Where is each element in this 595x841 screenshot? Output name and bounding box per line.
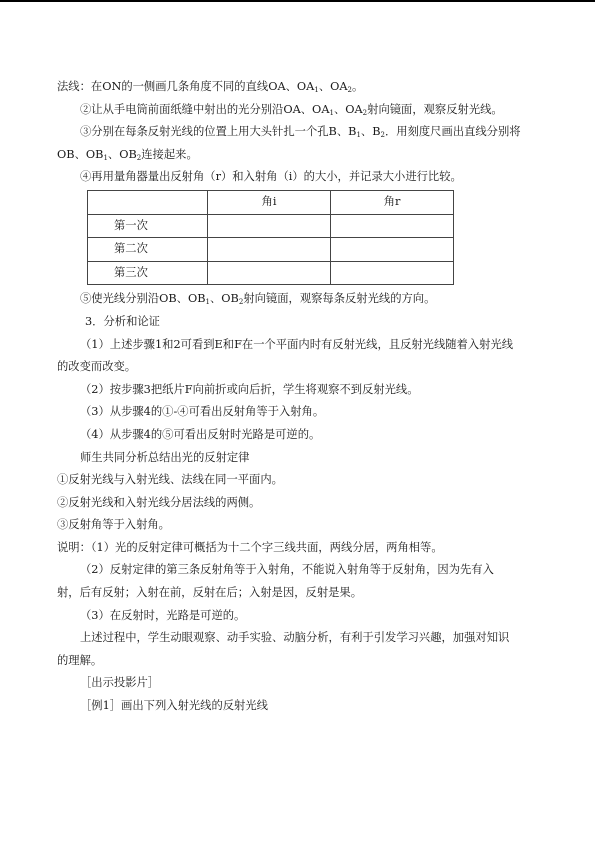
table-cell bbox=[331, 214, 454, 238]
table-row bbox=[88, 261, 454, 285]
angle-table bbox=[87, 190, 454, 285]
analysis-paragraph-2: （2）按步骤3把纸片F向前折或向后折，学生将观察不到反射光线。 bbox=[80, 382, 419, 396]
step-5: ⑤使光线分别沿OB、$OB_1$、$OB_2$射向镜面，观察每条反射光线的方向。 bbox=[80, 292, 436, 307]
table-cell bbox=[331, 238, 454, 262]
note-2-continued: 射，后有反射；入射在前，反射在后；入射是因，反射是果。 bbox=[57, 586, 363, 600]
table-header-row bbox=[88, 190, 454, 214]
analysis-paragraph-1-continued: 的改变而改变。 bbox=[57, 360, 137, 374]
note-2: （2）反射定律的第三条反射角等于入射角，不能说入射角等于反射角，因为先有入 bbox=[80, 563, 494, 577]
law-item: ②反射光线和入射光线分居法线的两侧。 bbox=[57, 495, 261, 509]
table-cell bbox=[331, 261, 454, 285]
analysis-paragraph-3: （3）从步骤4的①-④可看出反射角等于入射角。 bbox=[80, 405, 325, 419]
steps-line1: 法线：在ON的一侧画几条角度不同的直线OA、$OA_1$、$OA_2$。 bbox=[57, 80, 364, 94]
table-row bbox=[88, 214, 454, 238]
note-1: 说明：（1）光的反射定律可概括为十二个字三线共面，两线分居，两角相等。 bbox=[57, 540, 443, 554]
law-item: ①反射光线与入射光线、法线在同一平面内。 bbox=[57, 473, 283, 487]
summary-paragraph: 上述过程中，学生动眼观察、动手实验、动脑分析，有利于引发学习兴趣，加强对知识 bbox=[80, 631, 510, 645]
analysis-heading: 3．分析和论证 bbox=[85, 314, 160, 328]
summary-paragraph-continued: 的理解。 bbox=[57, 653, 103, 667]
header-rule bbox=[0, 0, 595, 2]
analysis-paragraph-1: （1）上述步骤1和2可看到E和F在一个平面内时有反射光线，且反射光线随着入射光线 bbox=[80, 337, 514, 351]
table-header-cell: 角r bbox=[331, 190, 454, 214]
law-item: ③反射角等于入射角。 bbox=[57, 518, 170, 532]
table-row bbox=[88, 238, 454, 262]
note-3: （3）在反射时，光路是可逆的。 bbox=[80, 608, 246, 622]
table-cell: 第二次 bbox=[88, 238, 208, 262]
slides-label: ［出示投影片］ bbox=[80, 676, 160, 690]
document-body bbox=[57, 76, 542, 718]
table-cell: 第三次 bbox=[88, 261, 208, 285]
example-heading: ［例1］画出下列入射光线的反射光线 bbox=[80, 699, 268, 713]
table-cell: 第一次 bbox=[88, 214, 208, 238]
law-intro: 师生共同分析总结出光的反射定律 bbox=[80, 450, 250, 464]
step-3: ③分别在每条反射光线的位置上用大头针扎一个孔B、$B_1$、$B_2$．用刻度尺画出直线分别将 bbox=[80, 125, 521, 140]
step-2: ②让从手电筒前面纸缝中射出的光分别沿OA、$OA_1$、$OA_2$射向镜面，观察反射光线。 bbox=[80, 102, 503, 117]
table-header-cell: 角i bbox=[208, 190, 331, 214]
step-3-continued: OB、$OB_1$、$OB_2$连接起来。 bbox=[57, 147, 198, 162]
table-cell bbox=[208, 238, 331, 262]
table-cell bbox=[208, 214, 331, 238]
table-header-cell bbox=[88, 190, 208, 214]
step-4: ④再用量角器量出反射角（r）和入射角（i）的大小，并记录大小进行比较。 bbox=[80, 170, 462, 184]
analysis-paragraph-4: （4）从步骤4的⑤可看出反射时光路是可逆的。 bbox=[80, 427, 321, 441]
table-cell bbox=[208, 261, 331, 285]
